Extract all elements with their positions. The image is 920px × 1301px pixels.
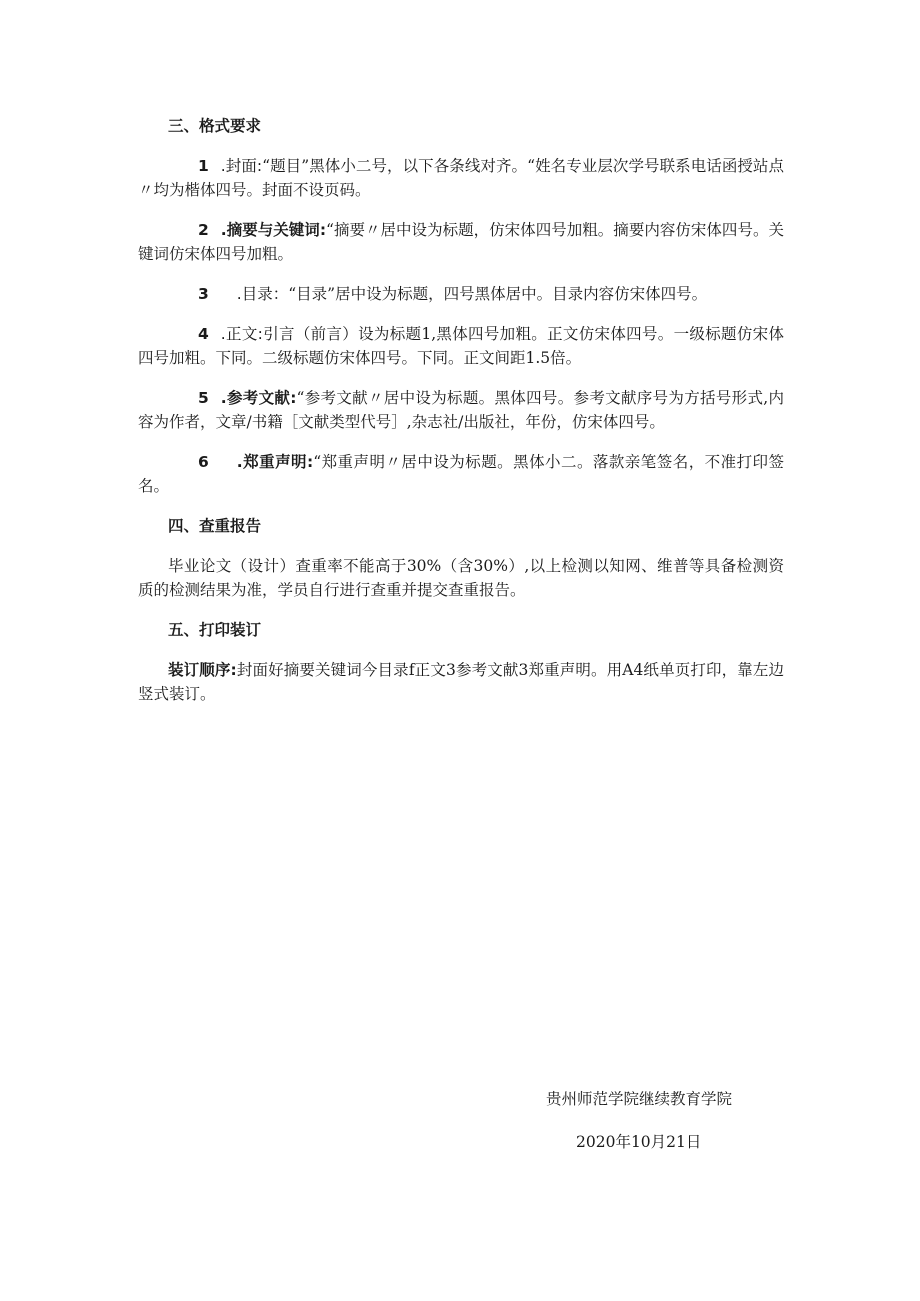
format-item-body bbox=[138, 322, 784, 370]
item-text: “参考文献〃居中设为标题。黑体四号。参考文献序号为方括号形式,内容为作者，文章/书籍［文献类型代号］,杂志社/出版社，年份，仿宋体四号。 bbox=[138, 389, 784, 431]
plagiarism-paragraph: 毕业论文（设计）查重率不能高于30%（含30%）,以上检测以知网、维普等具备检测资质的检测结果为准，学员自行进行查重并提交查重报告。 bbox=[138, 557, 784, 599]
item-number: 3 bbox=[198, 285, 209, 303]
document-body bbox=[138, 114, 784, 722]
item-label: .摘要与关键词: bbox=[220, 221, 327, 239]
binding-paragraph bbox=[138, 658, 784, 706]
item-number: 6 bbox=[198, 453, 209, 471]
section-heading-format: 三、格式要求 bbox=[168, 117, 262, 135]
item-label: .参考文献: bbox=[220, 389, 297, 407]
item-text: 引言（前言）设为标题1,黑体四号加粗。正文仿宋体四号。一级标题仿宋体四号加粗。下同。二级标题仿宋体四号。下同。正文间距1.5倍。 bbox=[138, 325, 784, 367]
item-number: 4 bbox=[198, 325, 209, 343]
item-label: .郑重声明: bbox=[236, 453, 314, 471]
item-label: .正文: bbox=[220, 325, 263, 343]
item-text: “郑重声明〃居中设为标题。黑体小二。落款亲笔签名，不准打印签名。 bbox=[138, 453, 784, 495]
format-item-toc bbox=[138, 282, 784, 306]
item-text: “摘要〃居中设为标题，仿宋体四号加粗。摘要内容仿宋体四号。关键词仿宋体四号加粗。 bbox=[138, 221, 784, 263]
item-text: “目录”居中设为标题，四号黑体居中。目录内容仿宋体四号。 bbox=[288, 285, 708, 303]
item-number: 5 bbox=[198, 389, 209, 407]
signature-date: 2020年10月21日 bbox=[576, 1133, 702, 1151]
format-item-references bbox=[138, 386, 784, 434]
item-text: “题目”黑体小二号，以下各条线对齐。“姓名专业层次学号联系电话函授站点〃均为楷体四号。封面不设页码。 bbox=[138, 157, 784, 199]
section-heading-binding: 五、打印装订 bbox=[168, 621, 262, 639]
section-heading-plagiarism: 四、查重报告 bbox=[168, 517, 262, 535]
binding-text: 封面好摘要关键词今目录f正文3参考文献3郑重声明。用A4纸单页打印，靠左边竖式装订。 bbox=[138, 661, 784, 703]
signature-organization: 贵州师范学院继续教育学院 bbox=[546, 1090, 733, 1108]
binding-label: 装订顺序: bbox=[168, 661, 237, 679]
item-label: .封面: bbox=[220, 157, 263, 175]
item-number: 1 bbox=[198, 157, 209, 175]
item-number: 2 bbox=[198, 221, 209, 239]
format-item-cover bbox=[138, 154, 784, 202]
item-label: .目录： bbox=[236, 285, 289, 303]
format-item-abstract bbox=[138, 218, 784, 266]
format-item-declaration bbox=[138, 450, 784, 498]
